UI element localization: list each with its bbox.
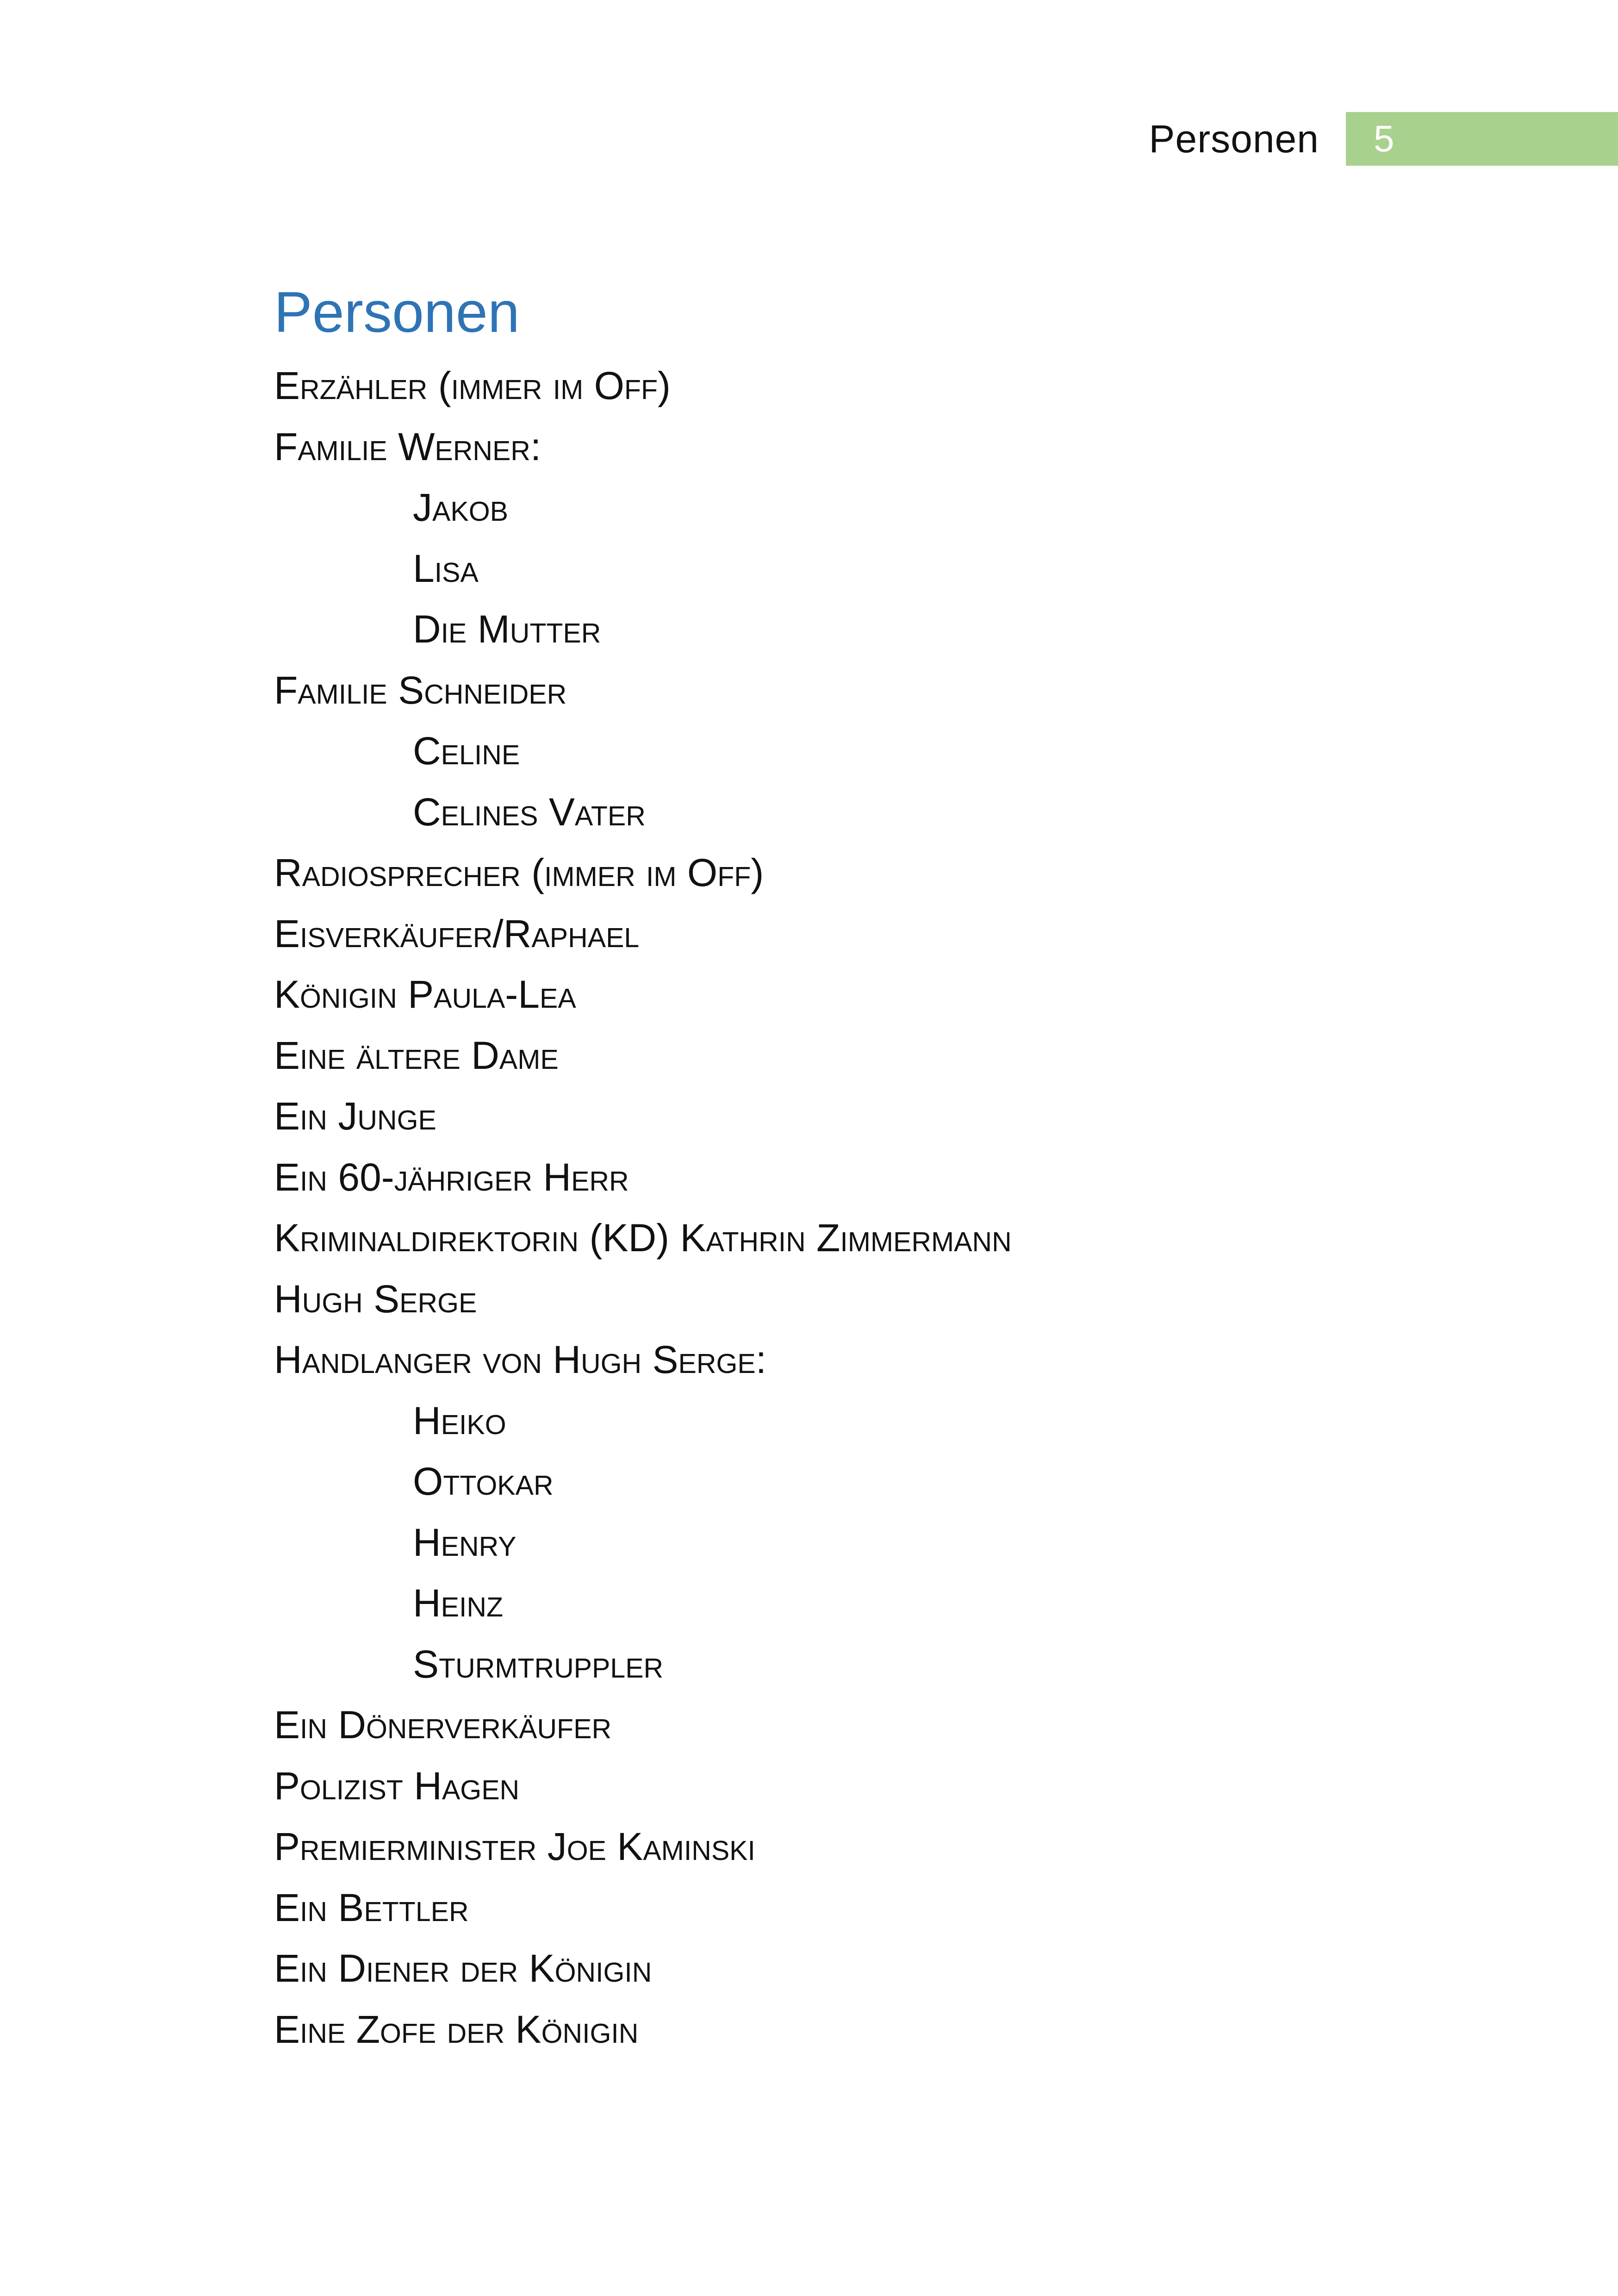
cast-item: Kriminaldirektorin (KD) Kathrin Zimmermann bbox=[274, 1216, 1012, 1260]
page-number-badge bbox=[1346, 112, 1618, 166]
running-header bbox=[1149, 111, 1618, 167]
cast-item: Ein Dönerverkäufer bbox=[274, 1703, 612, 1747]
cast-sub-item: Jakob bbox=[413, 486, 508, 529]
cast-list bbox=[274, 356, 1477, 2060]
cast-item: Eisverkäufer/Raphael bbox=[274, 911, 640, 955]
header-title: Personen bbox=[1149, 117, 1319, 161]
cast-item: Familie Schneider bbox=[274, 668, 567, 712]
cast-item: Familie Werner: bbox=[274, 424, 541, 468]
cast-item: Erzähler (immer im Off) bbox=[274, 364, 671, 407]
cast-sub-item: Celines Vater bbox=[413, 790, 646, 834]
cast-sub-item: Ottokar bbox=[413, 1460, 554, 1503]
cast-item: Eine ältere Dame bbox=[274, 1033, 559, 1077]
cast-item: Polizist Hagen bbox=[274, 1764, 520, 1808]
page-content bbox=[274, 273, 1477, 2060]
cast-item: Ein 60-jähriger Herr bbox=[274, 1155, 629, 1199]
cast-item: Handlanger von Hugh Serge: bbox=[274, 1338, 767, 1381]
cast-item: Eine Zofe der Königin bbox=[274, 2007, 639, 2051]
cast-item: Ein Junge bbox=[274, 1094, 436, 1138]
cast-item: Ein Bettler bbox=[274, 1885, 469, 1929]
cast-sub-item: Heinz bbox=[413, 1581, 504, 1625]
cast-sub-item: Sturmtruppler bbox=[413, 1642, 664, 1686]
cast-sub-item: Lisa bbox=[413, 546, 479, 590]
cast-item: Ein Diener der Königin bbox=[274, 1947, 652, 1990]
cast-item: Premierminister Joe Kaminski bbox=[274, 1825, 755, 1868]
page-number: 5 bbox=[1374, 118, 1394, 159]
cast-item: Radiosprecher (immer im Off) bbox=[274, 851, 764, 894]
cast-sub-item: Henry bbox=[413, 1520, 517, 1564]
section-heading: Personen bbox=[274, 281, 520, 344]
cast-sub-item: Die Mutter bbox=[413, 607, 601, 651]
cast-sub-item: Celine bbox=[413, 729, 520, 773]
cast-item: Hugh Serge bbox=[274, 1277, 477, 1321]
cast-sub-item: Heiko bbox=[413, 1398, 506, 1442]
cast-item: Königin Paula-Lea bbox=[274, 973, 576, 1016]
